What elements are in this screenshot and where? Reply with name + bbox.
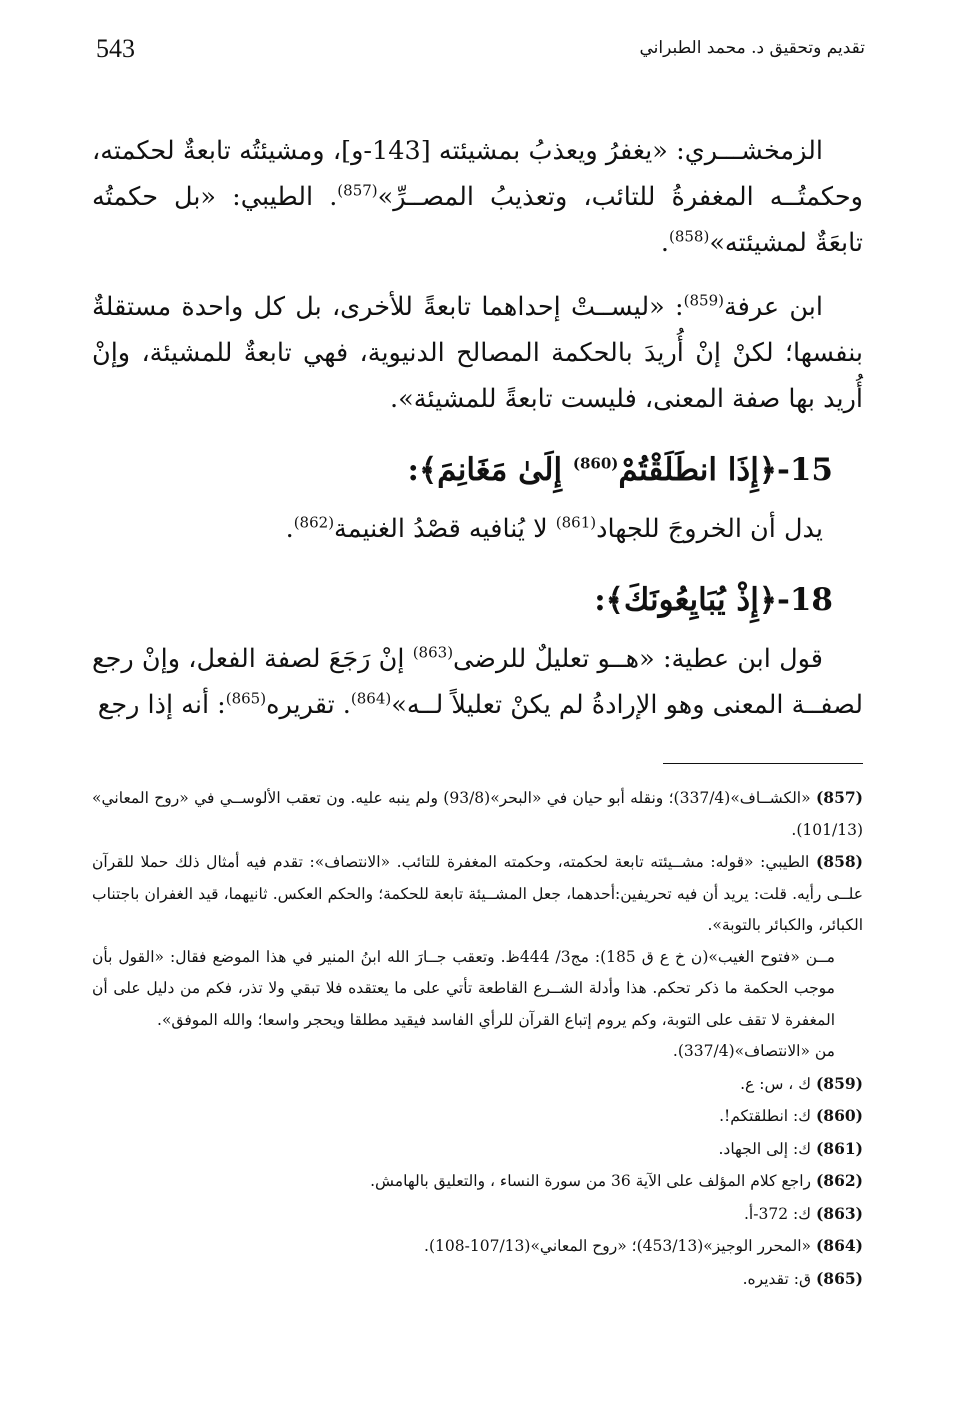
footnote-ref-861[interactable]: (861) [555, 513, 597, 532]
footnote-ref-860[interactable]: (860) [572, 454, 619, 473]
verse-heading-15: 15-﴿إِذَا انطَلَقْتُمْ$^{(860)}$ إِلَىٰ مَغَانِمَ﴾: [407, 452, 833, 488]
footnote-ref-862[interactable]: (862) [293, 513, 335, 532]
footnote-ref-859[interactable]: (859) [683, 291, 724, 310]
footnote-ref-857[interactable]: (857) [337, 181, 378, 200]
footnote-859: (859) ك ، س: ع. [740, 1073, 863, 1093]
footnote-865: (865) ق: تقديره. [742, 1268, 863, 1288]
footnote-ref-864[interactable]: (864) [350, 689, 392, 708]
footnote-ref-863[interactable]: (863) [412, 643, 454, 662]
main-text [92, 128, 863, 746]
footnote-862: (862) راجع كلام المؤلف على الآية 36 من سورة النساء ، والتعليق بالهامش. [370, 1171, 863, 1190]
page-number: 543 [96, 34, 135, 63]
footnote-ref-865[interactable]: (865) [225, 689, 267, 708]
footnote-858: (858) الطيبي: «قوله: مشــيئته تابعة لحكمته، وحكمته المغفرة للتائب. «الانتصاف»: تقدم فيه أمثال ذلك حملا للقرآن علــى رأيه. قلت: يريد أن فيه تحريفين:أحدهما، جعل المشــيئة تابعة للحكمة؛ والحكم العكس. ثانيهما، قيد الغفران باجتناب الكبائر، والكبائر بالتوبة». [92, 852, 863, 934]
footnote-861: (861) ك: إلى الجهاد. [718, 1138, 863, 1158]
paragraph-zamakhshari: الزمخشـــري: «يغفرُ ويعذبُ بمشيئته [143-و]، ومشيئتُه تابعةٌ لحكمته، وحكمتُــه المغفرةُ للتائب، وتعذيبُ المصــرِّ»$^{(857)}$. الطيبي: «بل حكمتُه تابعَةٌ لمشيئته»$^{(858)}$. [92, 136, 863, 258]
verse-heading-18: 18-﴿إِذْ يُبَايِعُونَكَ﴾: [594, 582, 833, 618]
footnote-858-source: من «الانتصاف»(337/4). [672, 1042, 835, 1060]
footnote-864: (864) «المحرر الوجيز»(453/13)؛ «روح المعاني»(107/13-108). [424, 1236, 863, 1255]
footnote-860: (860) ك: انطلقتكم!. [719, 1106, 863, 1125]
paragraph-ibn-arafa: ابن عرفة$^{(859)}$: «ليســتْ إحداهما تابعةً للأخرى، بل كل واحدة مستقلةٌ بنفسها؛ لكنْ إنْ أُريدَ بالحكمة المصالح الدنيوية، فهي تابعةٌ للمشيئة، وإنْ أُريد بها صفة المعنى، فليست تابعةً للمشيئة». [92, 291, 863, 414]
paragraph-jihad: يدل أن الخروجَ للجهاد$^{(861)}$ لا يُنافيه قصْدُ الغنيمة$^{(862)}$. [285, 513, 823, 544]
footnote-858-continuation: مــن «فتوح الغيب»(ن خ ع ق 185): مج3/ 444ظ. وتعقب جــارَ الله ابنُ المنير في هذا الموضع فقال: «القول بأن موجب الحكمة ما ذكر تحكم. هذا وأدلة الشــرع القاطعة تأتي على ما يعتقده فلا تبقي ولا تذر، فكم من دليل على أن المغفرة لا تقف على التوبة، وكم يروم إتباع القرآن للرأي الفاسد فيقيد مطلقا ويحجر واسعا؛ والله الموفق». [92, 947, 835, 1029]
page-header [96, 34, 865, 74]
footnote-divider [663, 763, 863, 764]
footnotes [92, 782, 863, 1295]
paragraph-ibn-atiyya: قول ابن عطية: «هــو تعليلٌ للرضى$^{(863)}$ إنْ رَجَعَ لصفة الفعل، وإنْ رجع لصفــة المعنى وهو الإرادةُ لم يكنْ تعليلاً لــه»$^{(864)}$. تقريره$^{(865)}$: أنه إذا رجع [92, 643, 863, 720]
footnote-857: (857) «الكشــاف»(337/4)؛ ونقله أبو حيان في «البحر»(93/8) ولم ينبه عليه. ون تعقب الألوســي في «روح المعاني» (101/13). [92, 788, 863, 839]
running-title: تقديم وتحقيق د. محمد الطبراني [639, 38, 865, 58]
footnote-863: (863) ك: 372-أ. [744, 1203, 863, 1223]
footnote-ref-858[interactable]: (858) [668, 227, 710, 246]
